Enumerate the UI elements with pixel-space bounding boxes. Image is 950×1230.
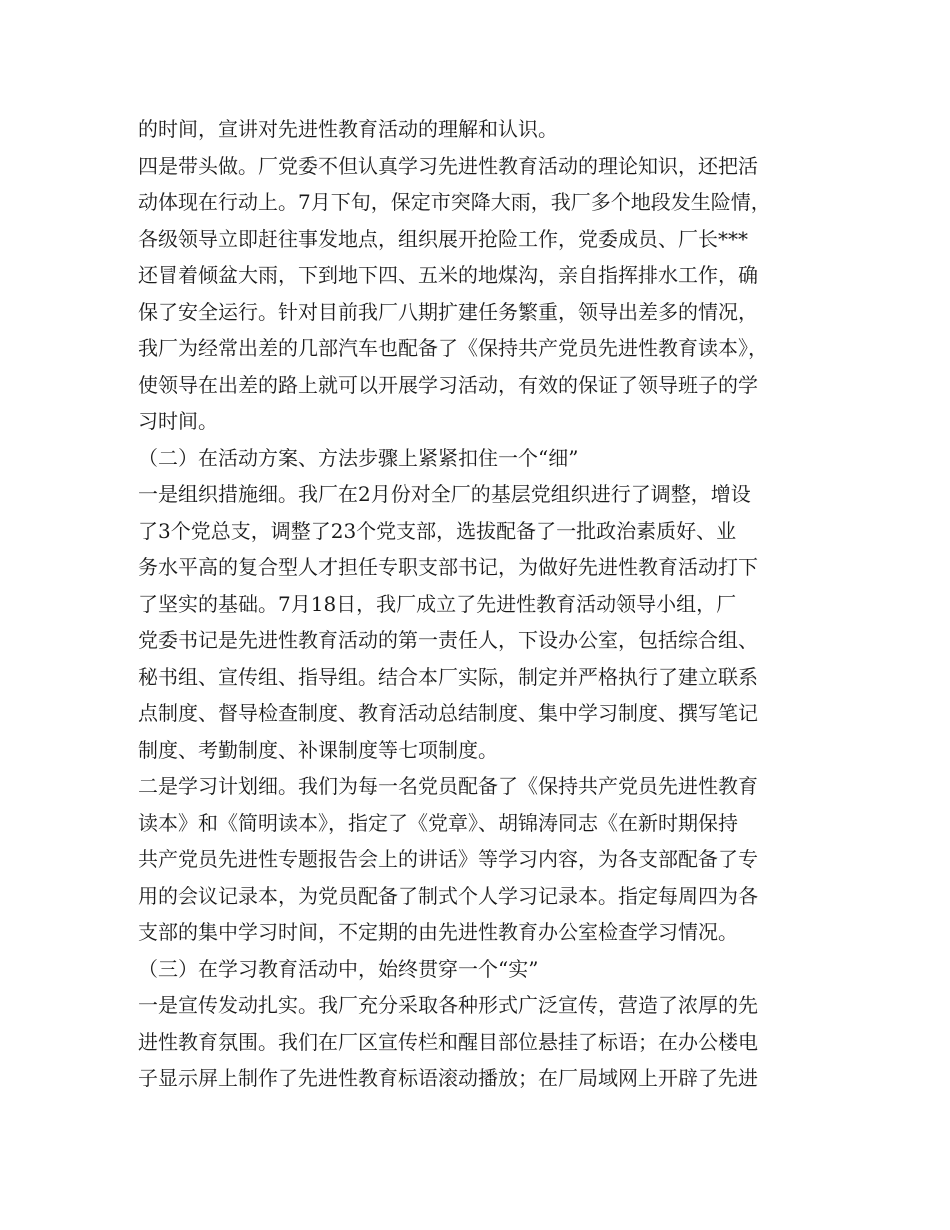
text-line: 读本》和《简明读本》，指定了《党章》、胡锦涛同志《在新时期保持 bbox=[138, 810, 738, 835]
text-line: 共产党员先进性专题报告会上的讲话》等学习内容，为各支部配备了专 bbox=[138, 847, 758, 871]
text-line: 保了安全运行。针对目前我厂八期扩建任务繁重，领导出差多的情况， bbox=[138, 299, 758, 324]
text-line: 党委书记是先进性教育活动的第一责任人，下设办公室，包括综合组、 bbox=[138, 628, 758, 652]
text-line: 秘书组、宣传组、指导组。结合本厂实际，制定并严格执行了建立联系 bbox=[138, 664, 758, 689]
text-line: 务水平高的复合型人才担任专职支部书记，为做好先进性教育活动打下 bbox=[138, 555, 758, 579]
text-line: 我厂为经常出差的几部汽车也配备了《保持共产党员先进性教育读本》， bbox=[138, 336, 768, 360]
text-line: 一是宣传发动扎实。我厂充分采取各种形式广泛宣传，营造了浓厚的先 bbox=[138, 993, 758, 1017]
text-line: 了坚实的基础。7月18日，我厂成立了先进性教育活动领导小组，厂 bbox=[138, 591, 737, 616]
text-line: 还冒着倾盆大雨，下到地下四、五米的地煤沟，亲自指挥排水工作，确 bbox=[138, 263, 758, 287]
text-line: 用的会议记录本，为党员配备了制式个人学习记录本。指定每周四为各 bbox=[138, 883, 758, 908]
section-heading: （二）在活动方案、方法步骤上紧紧扣住一个“细” bbox=[138, 445, 579, 470]
text-line: 习时间。 bbox=[138, 409, 218, 433]
text-line: 各级领导立即赶往事发地点，组织展开抢险工作，党委成员、厂长*** bbox=[138, 226, 748, 251]
text-line: 四是带头做。厂党委不但认真学习先进性教育活动的理论知识，还把活 bbox=[138, 153, 758, 178]
text-line: 一是组织措施细。我厂在2月份对全厂的基层党组织进行了调整，增设 bbox=[138, 482, 751, 506]
text-line: 点制度、督导检查制度、教育活动总结制度、集中学习制度、撰写笔记 bbox=[138, 701, 758, 725]
text-line: 使领导在出差的路上就可以开展学习活动，有效的保证了领导班子的学 bbox=[138, 372, 758, 397]
document-body bbox=[138, 111, 838, 1097]
text-line: 二是学习计划细。我们为每一名党员配备了《保持共产党员先进性教育 bbox=[138, 774, 758, 798]
text-line: 支部的集中学习时间，不定期的由先进性教育办公室检查学习情况。 bbox=[138, 920, 738, 944]
text-line: 的时间，宣讲对先进性教育活动的理解和认识。 bbox=[138, 117, 558, 141]
text-line: 制度、考勤制度、补课制度等七项制度。 bbox=[138, 737, 498, 762]
text-line: 了3个党总支，调整了23个党支部，选拔配备了一批政治素质好、业 bbox=[138, 518, 737, 543]
text-line: 子显示屏上制作了先进性教育标语滚动播放；在厂局域网上开辟了先进 bbox=[138, 1066, 758, 1090]
text-line: 进性教育氛围。我们在厂区宣传栏和醒目部位悬挂了标语；在办公楼电 bbox=[138, 1029, 758, 1054]
section-heading: （三）在学习教育活动中，始终贯穿一个“实” bbox=[138, 956, 539, 981]
text-line: 动体现在行动上。7月下旬，保定市突降大雨，我厂多个地段发生险情， bbox=[138, 190, 771, 214]
